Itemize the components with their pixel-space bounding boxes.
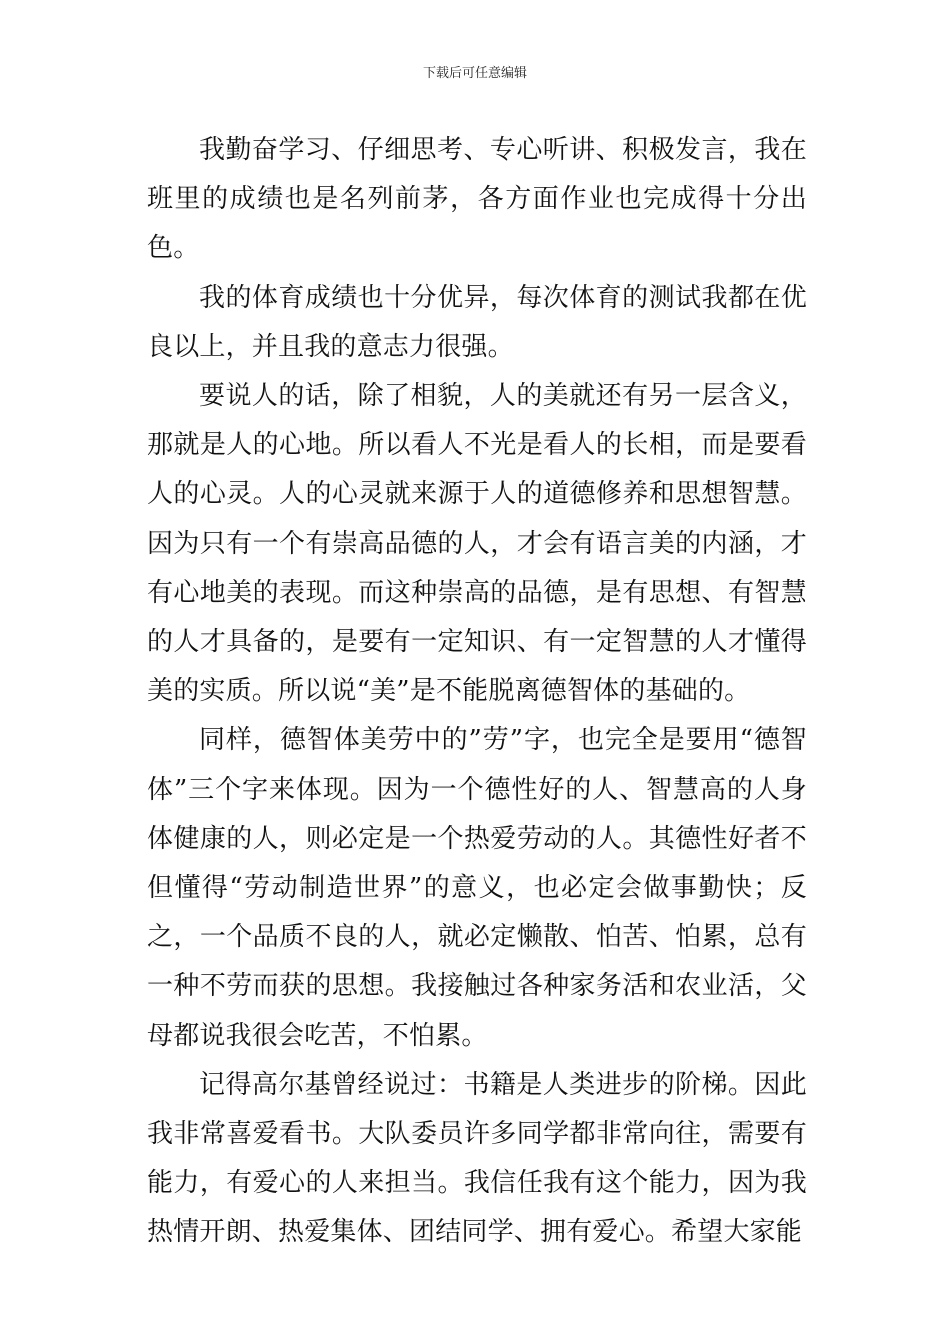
paragraph-4: 同样，德智体美劳中的”劳”字，也完全是要用“德智体”三个字来体现。因为一个德性好的人、智慧高的人身体健康的人，则必定是一个热爱劳动的人。其德性好者不但懂得“劳动制造世界”的意义，也必定会做事勤快；反之，一个品质不良的人，就必定懒散、怕苦、怕累，总有一种不劳而获的思想。我接触过各种家务活和农业活，父母都说我很会吃苦，不怕累。 bbox=[147, 725, 807, 1051]
paragraph-3: 要说人的话，除了相貌，人的美就还有另一层含义，那就是人的心地。所以看人不光是看人的长相，而是要看人的心灵。人的心灵就来源于人的道德修养和思想智慧。因为只有一个有崇高品德的人，才会有语言美的内涵，才有心地美的表现。而这种崇高的品德，是有思想、有智慧的人才具备的，是要有一定知识、有一定智慧的人才懂得美的实质。所以说“美”是不能脱离德智体的基础的。 bbox=[147, 381, 807, 707]
paragraph-1: 我勤奋学习、仔细思考、专心听讲、积极发言，我在班里的成绩也是名列前茅，各方面作业也完成得十分出色。 bbox=[147, 135, 807, 264]
paragraph-2: 我的体育成绩也十分优异，每次体育的测试我都在优良以上，并且我的意志力很强。 bbox=[147, 282, 807, 362]
page-header: 下载后可任意编辑 bbox=[422, 66, 527, 81]
document-body bbox=[147, 126, 807, 1258]
paragraph-5: 记得高尔基曾经说过：书籍是人类进步的阶梯。因此我非常喜爱看书。大队委员许多同学都非常向往，需要有能力，有爱心的人来担当。我信任我有这个能力，因为我热情开朗、热爱集体、团结同学、拥有爱心。希望大家能 bbox=[147, 1069, 807, 1248]
